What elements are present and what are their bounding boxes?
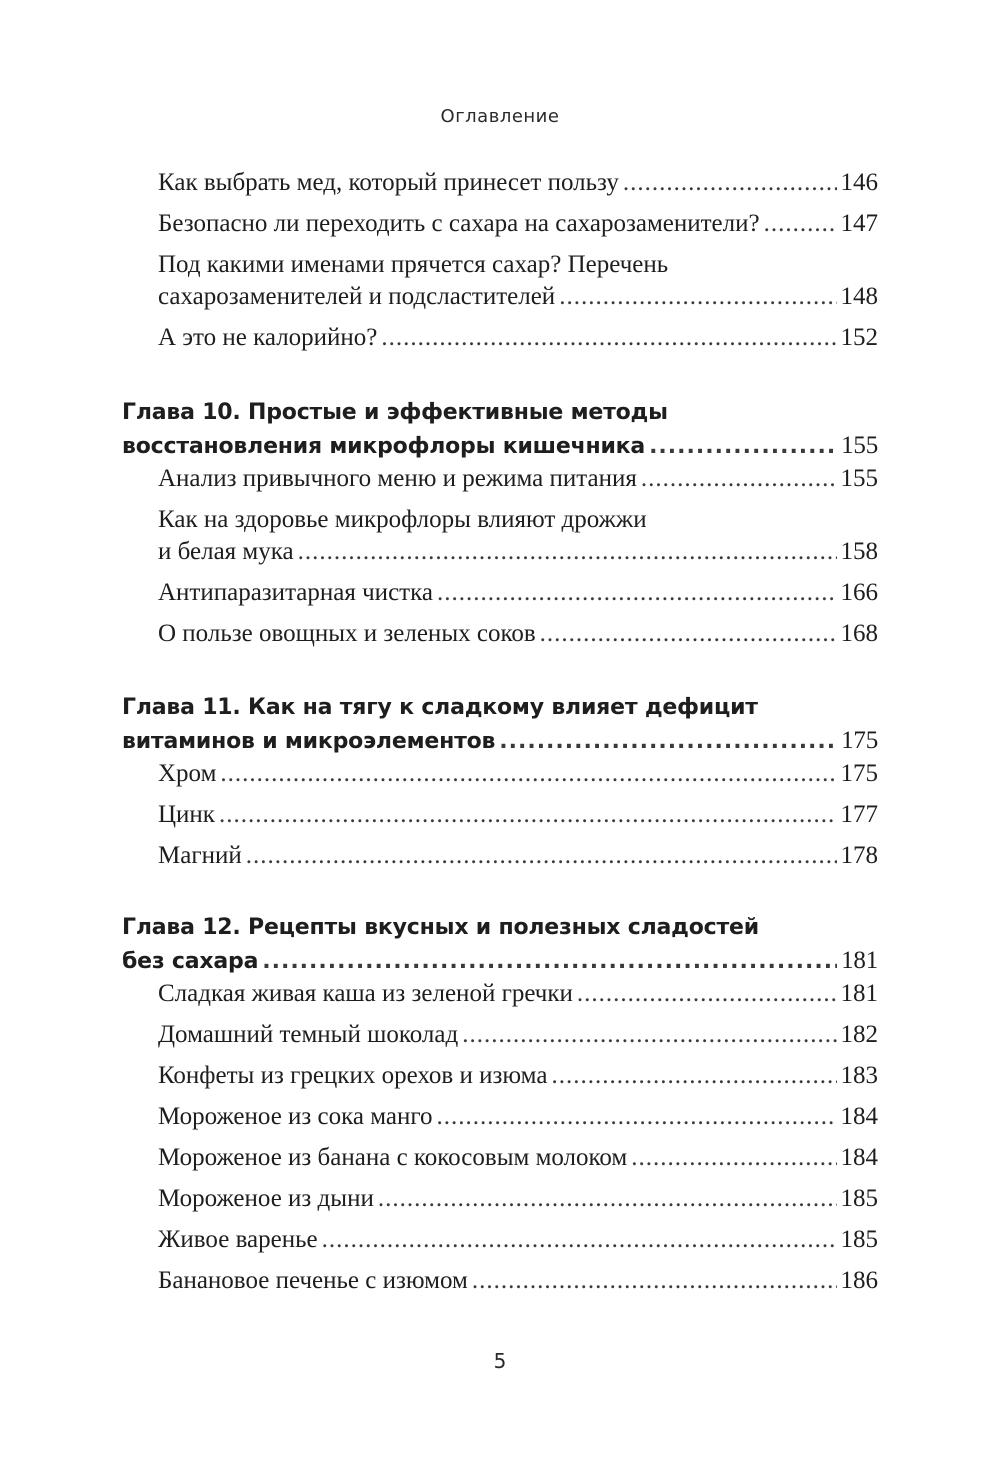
toc-entry-title: Мороженое из сока манго — [158, 1103, 433, 1130]
toc-page-number: 178 — [840, 842, 878, 869]
dot-leader — [540, 618, 837, 650]
toc-entry[interactable] — [122, 1183, 878, 1215]
toc-entry-title: Конфеты из грецких орехов и изюма — [158, 1062, 548, 1089]
toc-entry-title: А это не калорийно? — [158, 324, 378, 351]
toc-entry[interactable] — [122, 1101, 878, 1133]
dot-leader — [764, 208, 837, 240]
toc-entry-title: Антипаразитарная чистка — [158, 579, 433, 606]
toc-page-number: 185 — [840, 1185, 878, 1212]
toc-page-number: 155 — [841, 432, 878, 459]
toc-entry[interactable] — [122, 167, 878, 199]
toc-entry-title-line1: Под какими именами прячется сахар? Перечень — [158, 251, 669, 278]
toc-entry-title: Хром — [158, 760, 217, 787]
dot-leader — [551, 1060, 836, 1092]
page-number: 5 — [493, 1349, 507, 1373]
toc-entry-title: Сладкая живая каша из зеленой гречки — [158, 980, 573, 1007]
toc-page-number: 181 — [840, 980, 878, 1007]
toc-entry[interactable] — [122, 799, 878, 831]
toc-section-chapter-10 — [122, 396, 878, 650]
toc-entry-title: О пользе овощных и зеленых соков — [158, 620, 536, 647]
dot-leader — [649, 430, 837, 463]
toc-page-number: 184 — [840, 1144, 878, 1171]
dot-leader — [462, 1019, 836, 1051]
dot-leader — [246, 840, 837, 872]
toc-page-number: 177 — [840, 801, 878, 828]
toc-entry-title-line1: Как на здоровье микрофлоры влияют дрожжи — [158, 506, 647, 533]
toc-entry[interactable] — [122, 577, 878, 609]
toc-entry-title: Мороженое из дыни — [158, 1185, 374, 1212]
toc-entry[interactable] — [122, 978, 878, 1010]
toc-page-number: 184 — [840, 1103, 878, 1130]
dot-leader — [220, 758, 836, 790]
toc-entry-title: Домашний темный шоколад — [158, 1021, 459, 1048]
dot-leader — [219, 799, 837, 831]
toc-entry[interactable] — [122, 1060, 878, 1092]
dot-leader — [381, 322, 836, 354]
toc-entry-title: Живое варенье — [158, 1226, 318, 1253]
chapter-title: восстановления микрофлоры кишечника — [122, 434, 646, 459]
dot-leader — [499, 725, 837, 758]
dot-leader — [437, 1101, 837, 1133]
dot-leader — [631, 1142, 836, 1174]
dot-leader — [322, 1224, 837, 1256]
dot-leader — [559, 281, 836, 313]
toc-page-number: 148 — [840, 283, 878, 310]
dot-leader — [298, 536, 837, 568]
dot-leader — [577, 978, 837, 1010]
chapter-heading[interactable] — [122, 691, 878, 758]
toc-entry-title: сахарозаменителей и подсластителей — [158, 283, 556, 310]
running-head: Оглавление — [440, 106, 560, 127]
toc-entry[interactable] — [122, 249, 878, 313]
toc-entry[interactable] — [122, 1142, 878, 1174]
chapter-title-line1: Глава 10. Простые и эффективные методы — [122, 400, 668, 425]
dot-leader — [641, 463, 837, 495]
toc-entry-title: Мороженое из банана с кокосовым молоком — [158, 1144, 628, 1171]
toc-page-number: 152 — [840, 324, 878, 351]
toc-entry-title: Как выбрать мед, который принесет пользу — [158, 169, 619, 196]
toc-page-number: 155 — [840, 465, 878, 492]
toc-page-number: 166 — [840, 579, 878, 606]
toc-entry-title: и белая мука — [158, 538, 294, 565]
toc-entry[interactable] — [122, 463, 878, 495]
dot-leader — [437, 577, 837, 609]
toc-entry-title: Банановое печенье с изюмом — [158, 1267, 468, 1294]
dot-leader — [378, 1183, 837, 1215]
toc-entry[interactable] — [122, 1019, 878, 1051]
toc-section-continuation — [122, 167, 878, 354]
toc-entry[interactable] — [122, 208, 878, 240]
chapter-heading[interactable] — [122, 396, 878, 463]
toc-section-chapter-11 — [122, 691, 878, 872]
toc-entry[interactable] — [122, 758, 878, 790]
toc-entry-title: Цинк — [158, 801, 215, 828]
toc-page-number: 175 — [840, 760, 878, 787]
toc-entry[interactable] — [122, 1224, 878, 1256]
toc-entry[interactable] — [122, 840, 878, 872]
toc-entry[interactable] — [122, 322, 878, 354]
toc-page-number: 181 — [841, 947, 878, 974]
toc-page-number: 147 — [840, 210, 878, 237]
chapter-heading[interactable] — [122, 911, 878, 978]
chapter-title: витаминов и микроэлементов — [122, 729, 496, 754]
toc-page-number: 185 — [840, 1226, 878, 1253]
toc-page-number: 158 — [840, 538, 878, 565]
toc-page-number: 168 — [840, 620, 878, 647]
toc-entry-title: Безопасно ли переходить с сахара на сахарозаменители? — [158, 210, 760, 237]
toc-section-chapter-12 — [122, 911, 878, 1297]
toc-page-number: 186 — [840, 1267, 878, 1294]
toc-page-number: 183 — [840, 1062, 878, 1089]
toc-page-number: 146 — [840, 169, 878, 196]
toc-entry[interactable] — [122, 1265, 878, 1297]
chapter-title: без сахара — [122, 949, 259, 974]
toc-entry-title: Анализ привычного меню и режима питания — [158, 465, 637, 492]
chapter-title-line1: Глава 11. Как на тягу к сладкому влияет дефицит — [122, 695, 758, 720]
toc-page-number: 182 — [840, 1021, 878, 1048]
toc-entry[interactable] — [122, 504, 878, 568]
dot-leader — [262, 945, 837, 978]
dot-leader — [623, 167, 837, 199]
toc-page-number: 175 — [841, 727, 878, 754]
toc-entry[interactable] — [122, 618, 878, 650]
chapter-title-line1: Глава 12. Рецепты вкусных и полезных сладостей — [122, 915, 759, 940]
dot-leader — [472, 1265, 837, 1297]
toc-entry-title: Магний — [158, 842, 242, 869]
